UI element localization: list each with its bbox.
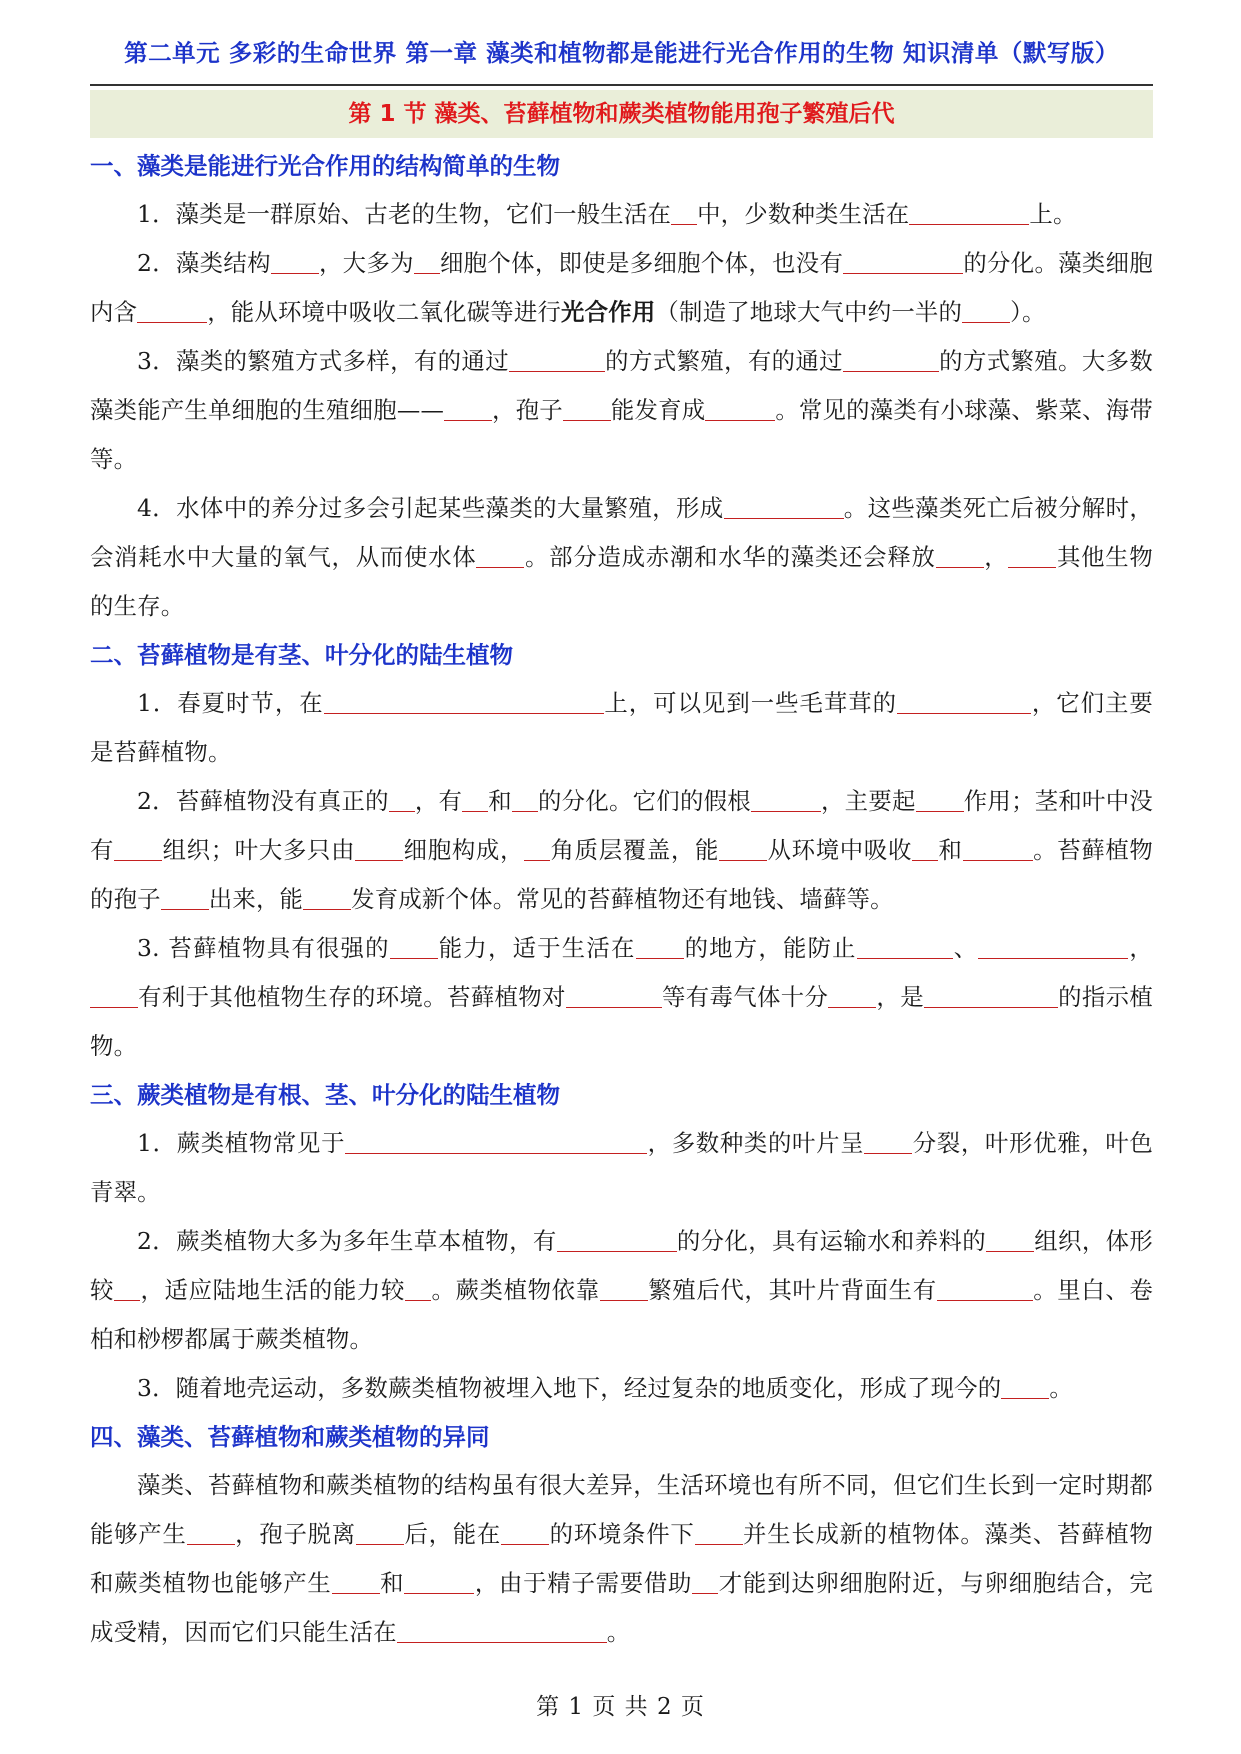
part-3-heading: 三、蕨类植物是有根、茎、叶分化的陆生植物 bbox=[90, 1081, 560, 1109]
text-segment: 的分化。藻类细胞内含 bbox=[90, 249, 1153, 326]
part-1-heading: 一、藻类是能进行光合作用的结构简单的生物 bbox=[90, 152, 560, 180]
text-segment: ，大多为 bbox=[318, 249, 414, 277]
blank[interactable] bbox=[501, 1522, 549, 1545]
content bbox=[90, 142, 1153, 1657]
blank[interactable] bbox=[509, 349, 605, 372]
text-segment: 和 bbox=[379, 1569, 405, 1597]
text-segment: ，多数种类的叶片呈 bbox=[647, 1129, 865, 1157]
blank[interactable] bbox=[161, 887, 209, 910]
text-segment: 角质层覆盖，能 bbox=[550, 836, 720, 864]
text-segment: ，能从环境中吸收二氧化碳等进行 bbox=[207, 298, 562, 326]
paragraph-4-1 bbox=[90, 1461, 1153, 1657]
text-segment: 并生长成新的植物体。藻类、苔藓植物和蕨类植物也能够产生 bbox=[90, 1520, 1153, 1597]
blank[interactable] bbox=[557, 1229, 677, 1252]
text-segment: 组织；叶大多只由 bbox=[162, 836, 356, 864]
blank[interactable] bbox=[114, 1278, 140, 1301]
blank[interactable] bbox=[924, 985, 1058, 1008]
text-segment: ， bbox=[983, 543, 1009, 571]
text-segment: 。这些藻类死亡后被分解时，会消耗水中大量的氧气，从而使水体 bbox=[90, 494, 1153, 571]
blank[interactable] bbox=[916, 789, 964, 812]
part-2-heading: 二、苔藓植物是有茎、叶分化的陆生植物 bbox=[90, 641, 513, 669]
text-segment: 的方式繁殖。大多数藻类能产生单细胞的生殖细胞—— bbox=[90, 347, 1153, 424]
text-segment: ）。 bbox=[1010, 298, 1046, 326]
paragraph-3-2 bbox=[90, 1217, 1153, 1364]
blank[interactable] bbox=[695, 1522, 743, 1545]
text-segment: 细胞构成， bbox=[403, 836, 525, 864]
text-segment: 和 bbox=[938, 836, 963, 864]
text-segment: ，它们主要是苔藓植物。 bbox=[90, 689, 1154, 766]
paragraph-1-3 bbox=[90, 337, 1153, 484]
text-segment: ，孢子 bbox=[492, 396, 563, 424]
text-segment: 。常见的藻类有小球藻、紫菜、海带等。 bbox=[90, 396, 1153, 473]
blank[interactable] bbox=[864, 1131, 912, 1154]
section-title-bar: 第 1 节 藻类、苔藓植物和蕨类植物能用孢子繁殖后代 bbox=[90, 90, 1153, 138]
text-segment: 3．藻类的繁殖方式多样，有的通过 bbox=[137, 347, 509, 375]
blank[interactable] bbox=[962, 300, 1010, 323]
blank[interactable] bbox=[476, 545, 524, 568]
text-segment: 的指示植物。 bbox=[90, 983, 1153, 1060]
blank[interactable] bbox=[444, 398, 492, 421]
text-segment: 等有毒气体十分 bbox=[661, 983, 829, 1011]
text-segment: ，有 bbox=[414, 787, 463, 815]
text-segment: 2．蕨类植物大多为多年生草本植物，有 bbox=[137, 1227, 557, 1255]
text-segment: 上。 bbox=[1029, 200, 1077, 228]
text-segment: 有利于其他植物生存的环境。苔藓植物对 bbox=[138, 983, 566, 1011]
blank[interactable] bbox=[90, 985, 138, 1008]
text-segment: 能力，适于生活在 bbox=[437, 934, 636, 962]
blank[interactable] bbox=[963, 838, 1033, 861]
blank[interactable] bbox=[389, 789, 415, 812]
text-segment: 能发育成 bbox=[610, 396, 706, 424]
text-segment: 2．藻类结构 bbox=[137, 249, 271, 277]
paragraph-1-2 bbox=[90, 239, 1153, 337]
text-segment: 3. 苔藓植物具有很强的 bbox=[137, 934, 390, 962]
header-divider bbox=[90, 84, 1153, 86]
text-segment: 藻类、苔藓植物和蕨类植物的结构虽有很大差异，生活环境也有所不同，但它们生长到一定时期都能够产生 bbox=[90, 1471, 1153, 1548]
part-4-heading: 四、藻类、苔藓植物和蕨类植物的异同 bbox=[90, 1423, 490, 1451]
blank[interactable] bbox=[671, 202, 697, 225]
text-segment: ， bbox=[1128, 934, 1154, 962]
blank[interactable] bbox=[566, 985, 662, 1008]
text-segment: 1．蕨类植物常见于 bbox=[137, 1129, 346, 1157]
blank[interactable] bbox=[1001, 1376, 1049, 1399]
blank[interactable] bbox=[909, 202, 1029, 225]
paragraph-3-1 bbox=[90, 1119, 1153, 1217]
text-segment: （制造了地球大气中约一半的 bbox=[655, 298, 963, 326]
blank[interactable] bbox=[303, 887, 351, 910]
blank[interactable] bbox=[324, 691, 604, 714]
blank[interactable] bbox=[986, 1229, 1034, 1252]
text-segment: 繁殖后代，其叶片背面生有 bbox=[647, 1276, 937, 1304]
blank[interactable] bbox=[414, 251, 440, 274]
paragraph-2-3 bbox=[90, 924, 1153, 1071]
text-segment: 的分化。它们的假根 bbox=[537, 787, 751, 815]
text-segment: 和 bbox=[488, 787, 512, 815]
text-segment: 。部分造成赤潮和水华的藻类还会释放 bbox=[524, 543, 936, 571]
text-segment: 发育成新个体。常见的苔藓植物还有地钱、墙藓等。 bbox=[351, 885, 894, 913]
blank[interactable] bbox=[692, 1571, 718, 1594]
blank[interactable] bbox=[857, 936, 953, 959]
blank[interactable] bbox=[897, 691, 1031, 714]
blank[interactable] bbox=[600, 1278, 648, 1301]
blank[interactable] bbox=[751, 789, 821, 812]
text-segment: 1．藻类是一群原始、古老的生物，它们一般生活在 bbox=[137, 200, 672, 228]
blank[interactable] bbox=[345, 1131, 647, 1154]
paragraph-3-3 bbox=[90, 1364, 1153, 1413]
blank[interactable] bbox=[843, 349, 939, 372]
paragraph-1-1 bbox=[90, 190, 1153, 239]
blank[interactable] bbox=[114, 838, 162, 861]
text-segment: 其他生物的生存。 bbox=[90, 543, 1153, 620]
blank[interactable] bbox=[271, 251, 319, 274]
blank[interactable] bbox=[355, 838, 403, 861]
text-segment: 后，能在 bbox=[403, 1520, 502, 1548]
blank[interactable] bbox=[636, 936, 684, 959]
paragraph-1-4 bbox=[90, 484, 1153, 631]
text-segment: 、 bbox=[952, 934, 979, 962]
text-segment: 的环境条件下 bbox=[549, 1520, 695, 1548]
text-segment: 分裂，叶形优雅，叶色青翠。 bbox=[90, 1129, 1153, 1206]
blank[interactable] bbox=[405, 1278, 431, 1301]
page-header-title: 第二单元 多彩的生命世界 第一章 藻类和植物都是能进行光合作用的生物 知识清单（默写版） bbox=[124, 39, 1119, 67]
text-segment: ，孢子脱离 bbox=[234, 1520, 356, 1548]
paragraph-2-1 bbox=[90, 679, 1153, 777]
blank[interactable] bbox=[390, 936, 438, 959]
text-segment: 细胞个体，即使是多细胞个体，也没有 bbox=[439, 249, 844, 277]
text-segment: 组织，体形较 bbox=[90, 1227, 1153, 1304]
text-segment: 4．水体中的养分过多会引起某些藻类的大量繁殖，形成 bbox=[137, 494, 724, 522]
text-segment: 。 bbox=[606, 1618, 631, 1646]
blank[interactable] bbox=[719, 838, 767, 861]
blank[interactable] bbox=[828, 985, 876, 1008]
blank[interactable] bbox=[512, 789, 538, 812]
text-segment: 2．苔藓植物没有真正的 bbox=[137, 787, 389, 815]
text-segment: 中，少数种类生活在 bbox=[697, 200, 910, 228]
text-segment: 的方式繁殖，有的通过 bbox=[604, 347, 843, 375]
blank[interactable] bbox=[137, 300, 207, 323]
blank[interactable] bbox=[332, 1571, 380, 1594]
blank[interactable] bbox=[404, 1571, 474, 1594]
blank[interactable] bbox=[936, 545, 984, 568]
blank[interactable] bbox=[843, 251, 963, 274]
bold-term: 光合作用 bbox=[561, 298, 656, 326]
blank[interactable] bbox=[937, 1278, 1033, 1301]
text-segment: ，由于精子需要借助 bbox=[474, 1569, 693, 1597]
blank[interactable] bbox=[724, 496, 844, 519]
blank[interactable] bbox=[978, 936, 1128, 959]
text-segment: 的地方，能防止 bbox=[683, 934, 857, 962]
blank[interactable] bbox=[187, 1522, 235, 1545]
blank[interactable] bbox=[1008, 545, 1056, 568]
page-number: 第 1 页 共 2 页 bbox=[536, 1694, 705, 1720]
blank[interactable] bbox=[524, 838, 550, 861]
text-segment: 出来，能 bbox=[208, 885, 304, 913]
paragraph-2-2 bbox=[90, 777, 1153, 924]
text-segment: 。 bbox=[1049, 1374, 1073, 1402]
text-segment: ，主要起 bbox=[820, 787, 916, 815]
text-segment: 。里白、卷柏和桫椤都属于蕨类植物。 bbox=[90, 1276, 1154, 1353]
blank[interactable] bbox=[912, 838, 938, 861]
text-segment: 。蕨类植物依靠 bbox=[431, 1276, 600, 1304]
text-segment: 从环境中吸收 bbox=[767, 836, 913, 864]
text-segment: 作用；茎和叶中没有 bbox=[90, 787, 1153, 864]
text-segment: 上，可以见到一些毛茸茸的 bbox=[603, 689, 898, 717]
blank[interactable] bbox=[356, 1522, 404, 1545]
text-segment: 3．随着地壳运动，多数蕨类植物被埋入地下，经过复杂的地质变化，形成了现今的 bbox=[137, 1374, 1002, 1402]
text-segment: 的分化，具有运输水和养料的 bbox=[676, 1227, 987, 1255]
text-segment: 1．春夏时节，在 bbox=[137, 689, 324, 717]
text-segment: ，适应陆地生活的能力较 bbox=[140, 1276, 405, 1304]
blank[interactable] bbox=[563, 398, 611, 421]
blank[interactable] bbox=[397, 1620, 607, 1643]
blank[interactable] bbox=[705, 398, 775, 421]
blank[interactable] bbox=[462, 789, 488, 812]
text-segment: ，是 bbox=[876, 983, 924, 1011]
text-segment: 才能到达卵细胞附近，与卵细胞结合，完成受精，因而它们只能生活在 bbox=[90, 1569, 1153, 1646]
text-segment: 。苔藓植物的孢子 bbox=[90, 836, 1154, 913]
